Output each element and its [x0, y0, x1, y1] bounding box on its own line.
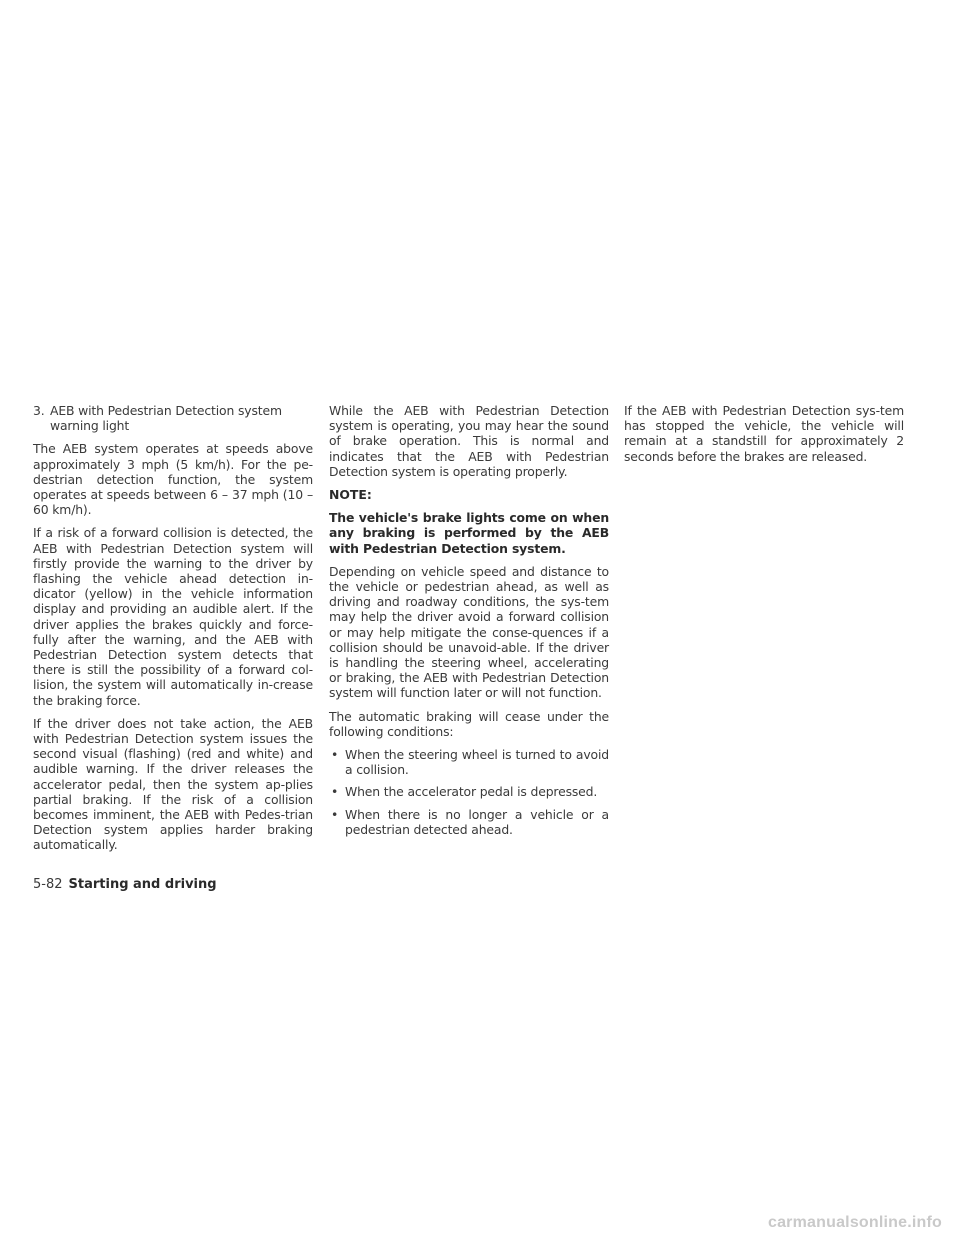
note-heading: NOTE: — [329, 487, 372, 503]
column-left — [33, 403, 313, 861]
column-middle — [329, 403, 609, 844]
cease-conditions-list — [329, 747, 609, 837]
item-number: 3. — [33, 403, 45, 418]
page-number: 5-82 — [33, 877, 63, 892]
section-title: Starting and driving — [68, 877, 217, 892]
list-item-text: When the steering wheel is turned to avoid a collision. — [345, 747, 609, 778]
list-item — [329, 747, 609, 777]
cease-conditions-paragraph: The automatic braking will cease under the following conditions: — [329, 708, 609, 739]
brake-sound-paragraph: While the AEB with Pedestrian Detection system is operating, you may hear the sound of brake operation. This is normal and indicates that the AEB with Pedestrian Detection system is operating properly. — [329, 403, 609, 479]
collision-warning-paragraph: If a risk of a forward collision is detected, the AEB with Pedestrian Detection system will firstly provide the warning to the driver by flashing the vehicle ahead detection in-dicator (yellow) in the vehicle information display and providing an audible alert. If the driver applies the brakes quickly and force-fully after the warning, and the AEB with Pedestrian Detection system detects that there is still the possibility of a forward col-lision, the system will automatically in-crease the braking force. — [33, 525, 313, 708]
list-item — [329, 784, 609, 799]
numbered-item-3 — [33, 403, 313, 433]
item-text: AEB with Pedestrian Detection system warning light — [50, 403, 282, 434]
bullet-icon: • — [331, 747, 339, 763]
page-footer — [33, 876, 217, 894]
second-warning-paragraph: If the driver does not take action, the AEB with Pedestrian Detection system issues the second visual (flashing) (red and white) and audible warning. If the driver releases the accelerator pedal, then the system ap-plies partial braking. If the risk of a collision becomes imminent, the AEB with Pedes-trian Detection system applies harder braking automatically. — [33, 715, 313, 853]
note-body: The vehicle's brake lights come on when any braking is performed by the AEB with Pedestrian Detection system. — [329, 510, 609, 556]
list-item-text: When the accelerator pedal is depressed. — [345, 784, 598, 800]
conditions-paragraph: Depending on vehicle speed and distance to the vehicle or pedestrian ahead, as well as driving and roadway conditions, the sys-tem may help the driver avoid a forward collision or may help mitigate the conse-quences if a collision should be unavoid-able. If the driver is handling the steering wheel, accelerating or braking, the AEB with Pedestrian Detection system will function later or will not function. — [329, 563, 609, 701]
speed-range-paragraph: The AEB system operates at speeds above approximately 3 mph (5 km/h). For the pe-destrian detection function, the system operates at speeds between 6 – 37 mph (10 – 60 km/h). — [33, 441, 313, 518]
list-item — [329, 807, 609, 837]
column-right — [624, 403, 904, 472]
bullet-icon: • — [331, 784, 339, 800]
standstill-paragraph: If the AEB with Pedestrian Detection sys-tem has stopped the vehicle, the vehicle will remain at a standstill for approximately 2 seconds before the brakes are released. — [624, 403, 904, 464]
bullet-icon: • — [331, 806, 339, 822]
watermark: carmanualsonline.info — [767, 1214, 942, 1231]
list-item-text: When there is no longer a vehicle or a pedestrian detected ahead. — [345, 806, 609, 837]
